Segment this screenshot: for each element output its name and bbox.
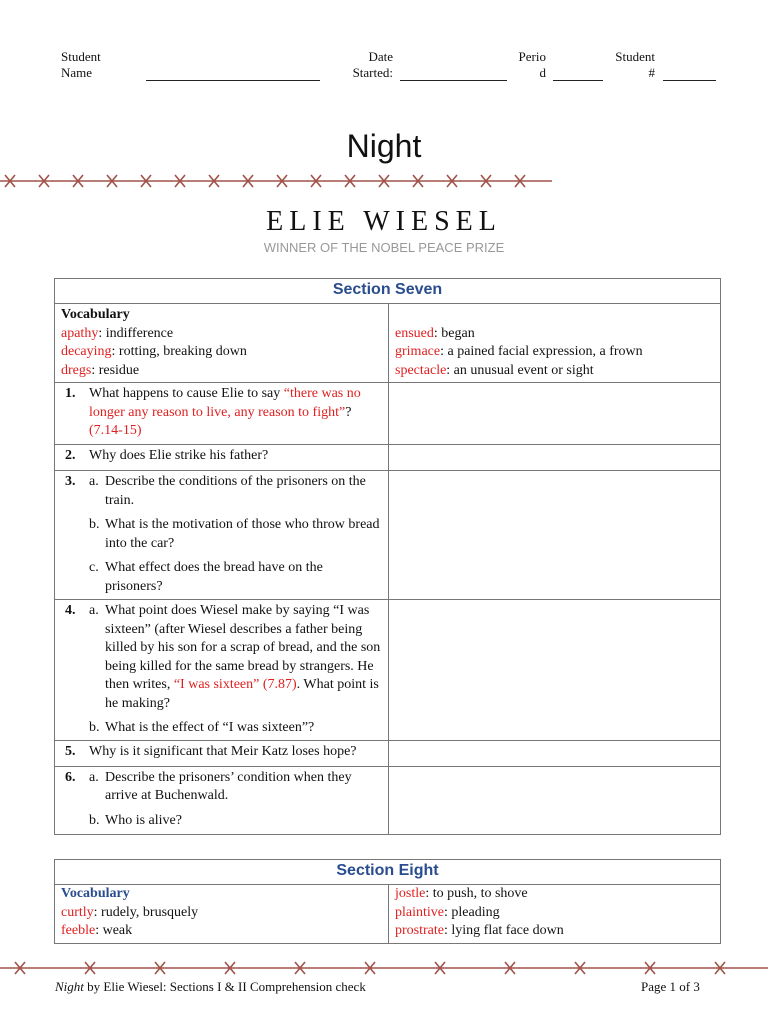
page-title: Night bbox=[346, 128, 422, 164]
period-line[interactable] bbox=[553, 80, 603, 81]
vocab-item: ensued: began bbox=[395, 325, 475, 341]
vocab-item: grimace: a pained facial expression, a frown bbox=[395, 344, 643, 359]
vocab-item: prostrate: lying flat face down bbox=[395, 923, 564, 938]
vocab-item: decaying: rotting, breaking down bbox=[61, 344, 247, 359]
section-seven-vocab-left bbox=[55, 304, 389, 383]
answer-box-3[interactable] bbox=[389, 471, 721, 600]
question-6: 6. a. Describe the prisoners’ condition when they arrive at Buchenwald. b. Who is alive? bbox=[55, 766, 389, 834]
answer-box-5[interactable] bbox=[389, 740, 721, 766]
barbed-wire-divider-top bbox=[0, 172, 556, 190]
section-eight-heading: Section Eight bbox=[55, 860, 721, 885]
section-eight-vocab-left bbox=[55, 885, 389, 944]
vocab-heading: Vocabulary bbox=[61, 886, 130, 901]
answer-box-6[interactable] bbox=[389, 766, 721, 834]
footer-page-number: Page 1 of 3 bbox=[641, 979, 700, 994]
vocab-item: curtly: rudely, brusquely bbox=[61, 904, 199, 920]
student-number-label: Student # bbox=[615, 49, 655, 80]
section-seven-table bbox=[54, 278, 721, 835]
student-name-line[interactable] bbox=[146, 80, 320, 81]
section-seven-vocab-right bbox=[389, 304, 721, 383]
question-1: 1. What happens to cause Elie to say “there was no longer any reason to live, any reason to fight”? (7.14-15) bbox=[55, 383, 389, 445]
period-label: Perio d bbox=[518, 49, 546, 80]
student-number-line[interactable] bbox=[663, 80, 716, 81]
question-3: 3. a. Describe the conditions of the prisoners on the train. b. What is the motivation of those who throw bread into the car? c. What effect does the bread have on the prisoners? bbox=[55, 471, 389, 600]
question-4: 4. a. What point does Wiesel make by saying “I was sixteen” (after Wiesel describes a father being killed by his son for a scrap of bread, and the son being killed for the same bread by strangers. He then writes, “I was sixteen” (7.87). What point is he making? b. What is the effect of “I was sixteen”? bbox=[55, 600, 389, 741]
date-started-label: Date Started: bbox=[352, 49, 393, 80]
section-eight-table bbox=[54, 859, 721, 944]
question-2: 2. Why does Elie strike his father? bbox=[55, 445, 389, 471]
vocab-item: feeble: weak bbox=[61, 923, 133, 938]
date-started-line[interactable] bbox=[400, 80, 507, 81]
answer-box-4[interactable] bbox=[389, 600, 721, 741]
answer-box-2[interactable] bbox=[389, 445, 721, 471]
section-seven-heading: Section Seven bbox=[55, 279, 721, 304]
vocab-item: spectacle: an unusual event or sight bbox=[395, 362, 594, 378]
vocab-item: dregs: residue bbox=[61, 362, 140, 378]
vocab-item: jostle: to push, to shove bbox=[395, 886, 528, 901]
barbed-wire-divider-bottom bbox=[0, 958, 768, 978]
author-name: ELIE WIESEL bbox=[266, 206, 502, 237]
answer-box-1[interactable] bbox=[389, 383, 721, 445]
vocab-heading: Vocabulary bbox=[61, 307, 130, 322]
vocab-item: apathy: indifference bbox=[61, 325, 174, 341]
footer-title: Night by Elie Wiesel: Sections I & II Comprehension check bbox=[55, 979, 366, 994]
vocab-item: plaintive: pleading bbox=[395, 904, 500, 920]
question-5: 5. Why is it significant that Meir Katz loses hope? bbox=[55, 740, 389, 766]
student-name-label: Student Name bbox=[61, 49, 101, 80]
author-subtitle: WINNER OF THE NOBEL PEACE PRIZE bbox=[263, 240, 505, 255]
section-eight-vocab-right bbox=[389, 885, 721, 944]
